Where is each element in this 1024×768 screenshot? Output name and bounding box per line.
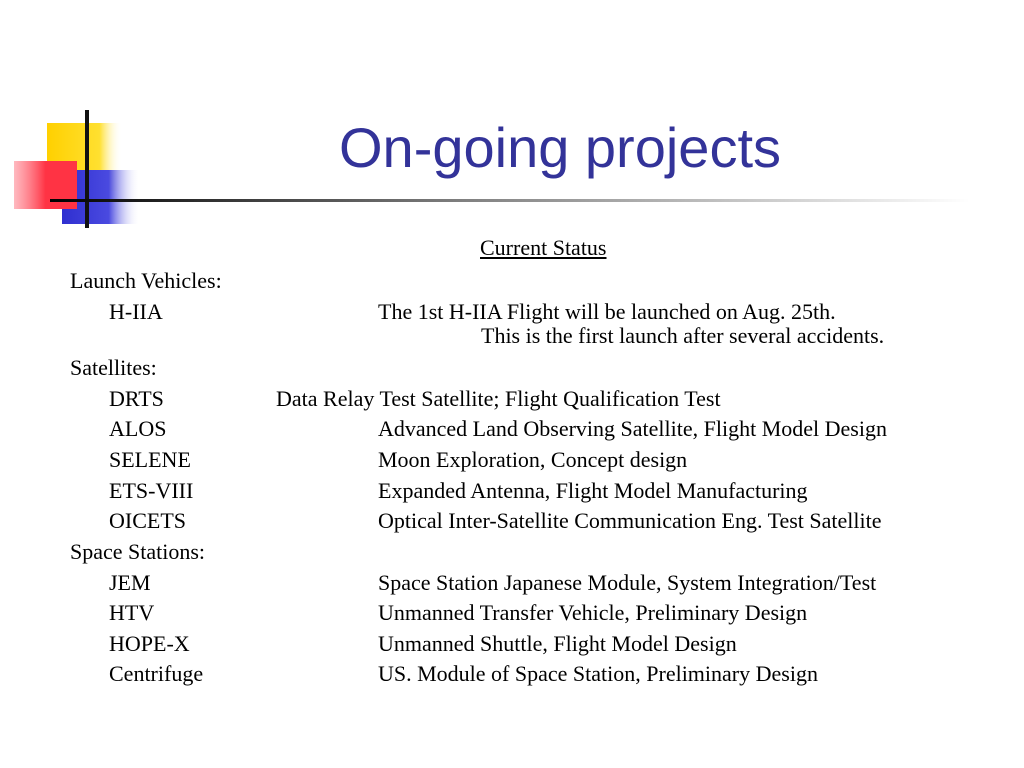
- current-status-heading: Current Status: [480, 235, 607, 260]
- title-divider-line: [50, 199, 970, 202]
- item-name-h-iia: H-IIA: [109, 299, 163, 324]
- item-name-htv: HTV: [109, 600, 155, 625]
- item-description-htv: Unmanned Transfer Vehicle, Preliminary Design: [378, 600, 808, 625]
- item-description-drts: Data Relay Test Satellite; Flight Qualification Test: [276, 386, 721, 411]
- item-name-oicets: OICETS: [109, 508, 186, 533]
- logo-vertical-line: [85, 110, 89, 228]
- section-heading-satellites: Satellites:: [70, 355, 157, 380]
- section-heading-space-stations: Space Stations:: [70, 539, 206, 564]
- item-description-centrifuge: US. Module of Space Station, Preliminary Design: [378, 661, 818, 686]
- item-name-alos: ALOS: [109, 416, 167, 441]
- item-description-hope-x: Unmanned Shuttle, Flight Model Design: [378, 631, 737, 656]
- item-description-ets-viii: Expanded Antenna, Flight Model Manufacturing: [378, 478, 808, 503]
- item-name-drts: DRTS: [109, 386, 164, 411]
- item-name-centrifuge: Centrifuge: [109, 661, 204, 686]
- item-name-hope-x: HOPE-X: [109, 631, 190, 656]
- section-heading-launch-vehicles: Launch Vehicles:: [70, 268, 222, 293]
- item-name-ets-viii: ETS-VIII: [109, 478, 194, 503]
- item-description-jem: Space Station Japanese Module, System Integration/Test: [378, 570, 877, 595]
- item-description-alos: Advanced Land Observing Satellite, Flight Model Design: [378, 416, 887, 441]
- slide-title: On-going projects: [338, 116, 781, 179]
- item-description-h-iia: The 1st H-IIA Flight will be launched on Aug. 25th.: [378, 299, 836, 324]
- item-description-oicets: Optical Inter-Satellite Communication Eng. Test Satellite: [378, 508, 882, 533]
- item-name-selene: SELENE: [109, 447, 191, 472]
- item-name-jem: JEM: [109, 570, 151, 595]
- item-description-selene: Moon Exploration, Concept design: [378, 447, 688, 472]
- item-note-h-iia: This is the first launch after several accidents.: [481, 323, 885, 348]
